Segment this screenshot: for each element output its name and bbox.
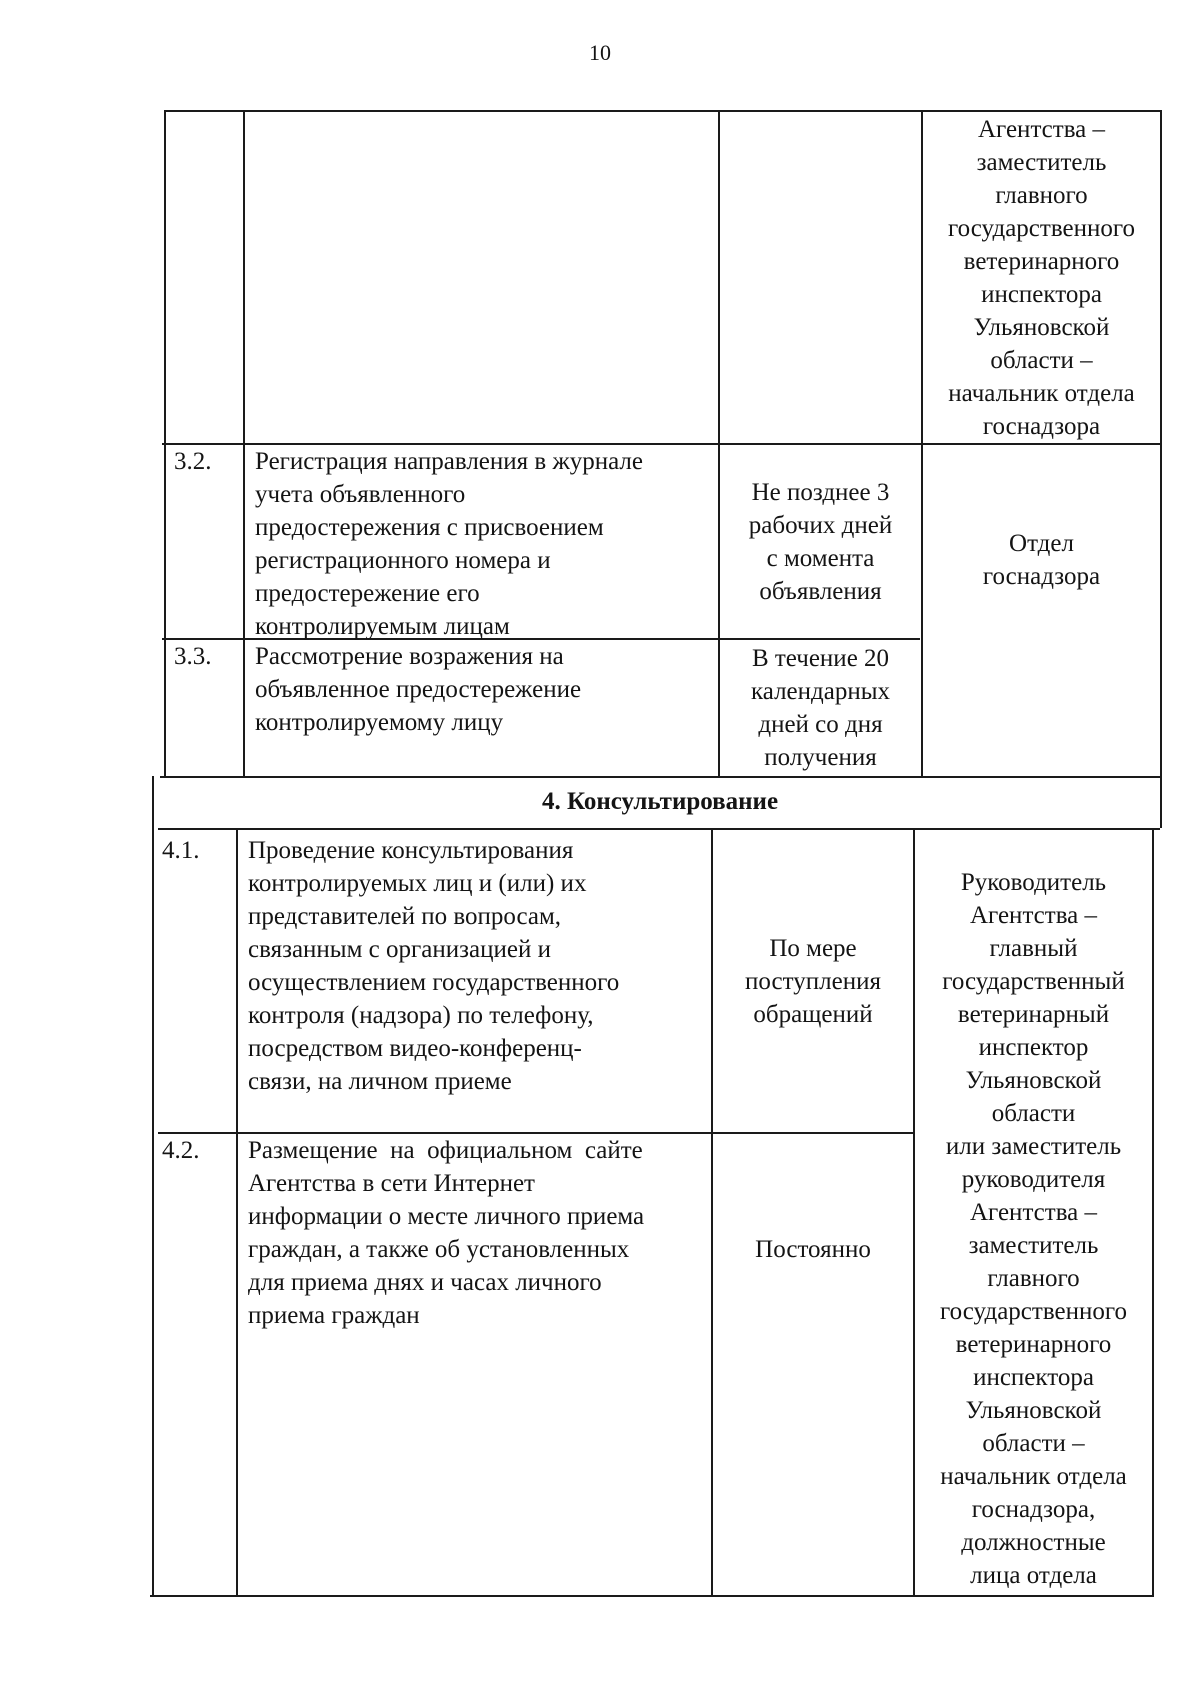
responsible-line: области – (982, 1430, 1085, 1457)
responsible-line: государственного (948, 214, 1135, 242)
responsible-line: инспектора (973, 1364, 1094, 1391)
action-line: связи, на личном приеме (248, 1068, 512, 1095)
deadline-line: дней со дня (758, 711, 883, 738)
responsible-line: госнадзора (982, 412, 1101, 440)
deadline-line: обращений (753, 1000, 873, 1028)
deadline-line: В течение 20 (751, 645, 890, 672)
row-4-1-deadline (713, 830, 913, 1132)
row-3-2-action (245, 445, 718, 638)
responsible-line: главного (987, 1265, 1080, 1292)
action-line: представителей по вопросам, (248, 903, 562, 930)
responsible-line: Ульяновской (973, 313, 1110, 341)
row-4-2-number (154, 1134, 236, 1595)
responsible-line: заместитель (976, 148, 1107, 176)
action-line: Рассмотрение возражения на (255, 643, 564, 670)
responsible-line: начальник отдела (940, 1463, 1127, 1490)
action-line: предостережение его (255, 580, 480, 607)
deadline-line: календарных (750, 678, 891, 705)
action-line: предостережения с присвоением (255, 514, 604, 541)
page-number: 10 (589, 40, 611, 65)
action-line: посредством видео-конференц- (248, 1035, 582, 1062)
action-line: контролируемых лиц и (или) их (248, 870, 587, 897)
action-line: контроля (надзора) по телефону, (248, 1002, 594, 1029)
deadline-line: Не позднее 3 (751, 478, 890, 506)
section-4-title: 4. Консультирование (541, 788, 779, 815)
action-line: информации о месте личного приема (248, 1203, 645, 1230)
action-line: Размещение на официальном сайте (248, 1137, 643, 1164)
action-line: Агентства в сети Интернет (248, 1170, 535, 1197)
responsible-line: Ульяновской (965, 1397, 1102, 1424)
row-4-2-action (238, 1134, 711, 1595)
responsible-line: ветеринарного (963, 247, 1120, 275)
responsible-line: Агентства – (969, 902, 1098, 929)
responsible-line: госнадзора (982, 563, 1101, 590)
row-3-2-deadline (720, 445, 921, 638)
responsible-line: лица отдела (970, 1562, 1097, 1589)
responsible-line: госнадзора, (971, 1496, 1096, 1523)
rows-4-1-4-2-responsible (915, 866, 1152, 1595)
action-line: связанным с организацией и (248, 936, 551, 963)
row-number: 4.1. (162, 837, 200, 864)
action-line: учета объявленного (255, 481, 466, 508)
responsible-line: государственный (942, 968, 1125, 995)
responsible-line: Ульяновской (965, 1067, 1102, 1094)
right-border-lower (1152, 828, 1154, 1596)
row-4-2-deadline (713, 1134, 913, 1364)
responsible-line: начальник отдела (948, 379, 1135, 407)
responsible-line: Агентства – (969, 1199, 1098, 1226)
row-4-1-action (238, 830, 711, 1132)
action-line: Проведение консультирования (248, 837, 574, 864)
action-line: объявленное предостережение (255, 676, 582, 703)
row-3-3-action (245, 640, 718, 776)
responsible-line: ветеринарный (957, 1001, 1110, 1028)
responsible-line: области (991, 1100, 1076, 1127)
responsible-line: или заместитель (945, 1133, 1122, 1160)
action-line: контролируемому лицу (255, 709, 504, 736)
table-bottom-border (150, 1595, 1154, 1597)
responsible-line: ветеринарного (955, 1331, 1112, 1358)
action-line: для приема днях и часах личного (248, 1269, 602, 1296)
cell-3-1-responsible (923, 112, 1160, 443)
deadline-line: Постоянно (755, 1235, 871, 1263)
action-line: осуществлением государственного (248, 969, 620, 996)
responsible-line: Руководитель (960, 869, 1107, 896)
row-3-3-number (166, 640, 243, 776)
responsible-line: Отдел (1009, 530, 1074, 557)
action-line: контролируемым лицам (255, 613, 510, 640)
action-line: Регистрация направления в журнале (255, 448, 644, 475)
row-number: 4.2. (162, 1137, 200, 1164)
responsible-line: области – (990, 346, 1093, 374)
deadline-line: поступления (745, 967, 881, 995)
row-number: 3.2. (174, 448, 212, 475)
responsible-line: заместитель (968, 1232, 1099, 1259)
row-number: 3.3. (174, 643, 212, 670)
deadline-line: получения (764, 744, 877, 771)
right-border-upper (1160, 110, 1162, 828)
responsible-line: инспектора (981, 280, 1102, 308)
responsible-line: главного (995, 181, 1088, 209)
deadline-line: По мере (769, 934, 857, 962)
action-line: регистрационного номера и (255, 547, 551, 574)
responsible-line: руководителя (961, 1166, 1106, 1193)
row-4-1-number (154, 830, 236, 1132)
responsible-line: инспектор (978, 1034, 1089, 1061)
action-line: граждан, а также об установленных (248, 1236, 630, 1263)
action-line: приема граждан (248, 1302, 420, 1329)
responsible-line: государственного (940, 1298, 1127, 1325)
deadline-line: объявления (759, 577, 882, 605)
deadline-line: рабочих дней (748, 511, 893, 539)
responsible-line: Агентства – (977, 115, 1106, 143)
responsible-line: должностные (961, 1529, 1106, 1556)
row-3-2-number (166, 445, 243, 638)
responsible-line: главный (989, 935, 1078, 962)
rows-3-2-3-3-responsible (923, 445, 1160, 675)
row-3-3-deadline (720, 640, 921, 776)
deadline-line: с момента (766, 544, 875, 572)
